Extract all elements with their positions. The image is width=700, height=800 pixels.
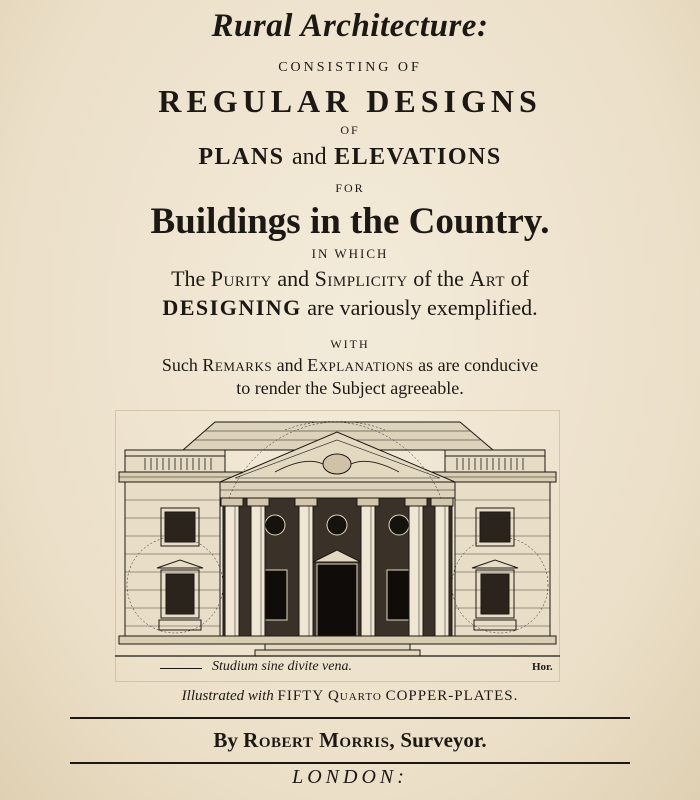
illustrated-line — [0, 688, 700, 705]
illustrated-quarto: Quarto — [327, 688, 382, 704]
author-by: By — [213, 728, 238, 752]
explanations-word: Explanations — [307, 355, 414, 375]
plans-word: PLANS — [198, 144, 285, 170]
subtitle-buildings: Buildings in the Country. — [150, 201, 550, 242]
subtitle-with: WITH — [330, 337, 370, 351]
remarks-word: Remarks — [202, 355, 273, 375]
remarks-rest: as are conducive — [418, 355, 539, 375]
illustrated-prefix: Illustrated with — [181, 688, 274, 704]
purity-word: Purity — [210, 266, 272, 291]
imprint-london: LONDON: — [292, 766, 408, 788]
remarks-such: Such — [161, 355, 198, 375]
subtitle-regular-designs: REGULAR DESIGNS — [158, 83, 542, 119]
rule-top — [70, 717, 630, 719]
subtitle-for: FOR — [335, 181, 365, 195]
purity-the: The — [171, 266, 206, 291]
purity-of: of — [510, 266, 529, 291]
illustrated-fifty: FIFTY — [277, 688, 325, 704]
motto-source: Hor. — [532, 661, 553, 673]
subtitle-in-which: IN WHICH — [311, 246, 389, 261]
elevations-word: ELEVATIONS — [334, 144, 502, 170]
subtitle-of: OF — [340, 123, 360, 137]
remarks-line — [0, 355, 700, 376]
motto-rule — [160, 668, 202, 669]
author-title: Surveyor. — [400, 728, 487, 752]
author-name: Robert Morris, — [243, 728, 396, 752]
designing-rest: are variously exemplified. — [307, 295, 538, 320]
subtitle-plans-elevations — [0, 144, 700, 171]
illustrated-plates: COPPER-PLATES. — [385, 688, 519, 704]
purity-of-the: of the — [413, 266, 464, 291]
motto: Studium sine divite vena. — [212, 659, 352, 674]
author-line — [0, 728, 700, 753]
purity-and: and — [277, 266, 310, 291]
simplicity-word: Simplicity — [314, 266, 408, 291]
purity-line — [0, 266, 700, 292]
plans-and-word: and — [292, 144, 327, 170]
subtitle-consisting-of: CONSISTING OF — [278, 60, 422, 75]
rule-bottom — [70, 762, 630, 764]
designing-line — [0, 295, 700, 321]
book-title: Rural Architecture: — [211, 8, 489, 44]
render-line: to render the Subject agreeable. — [236, 378, 464, 398]
remarks-and: and — [276, 355, 303, 375]
villa-elevation-engraving — [115, 410, 560, 682]
designing-word: DESIGNING — [162, 295, 302, 320]
art-word: Art — [469, 266, 506, 291]
